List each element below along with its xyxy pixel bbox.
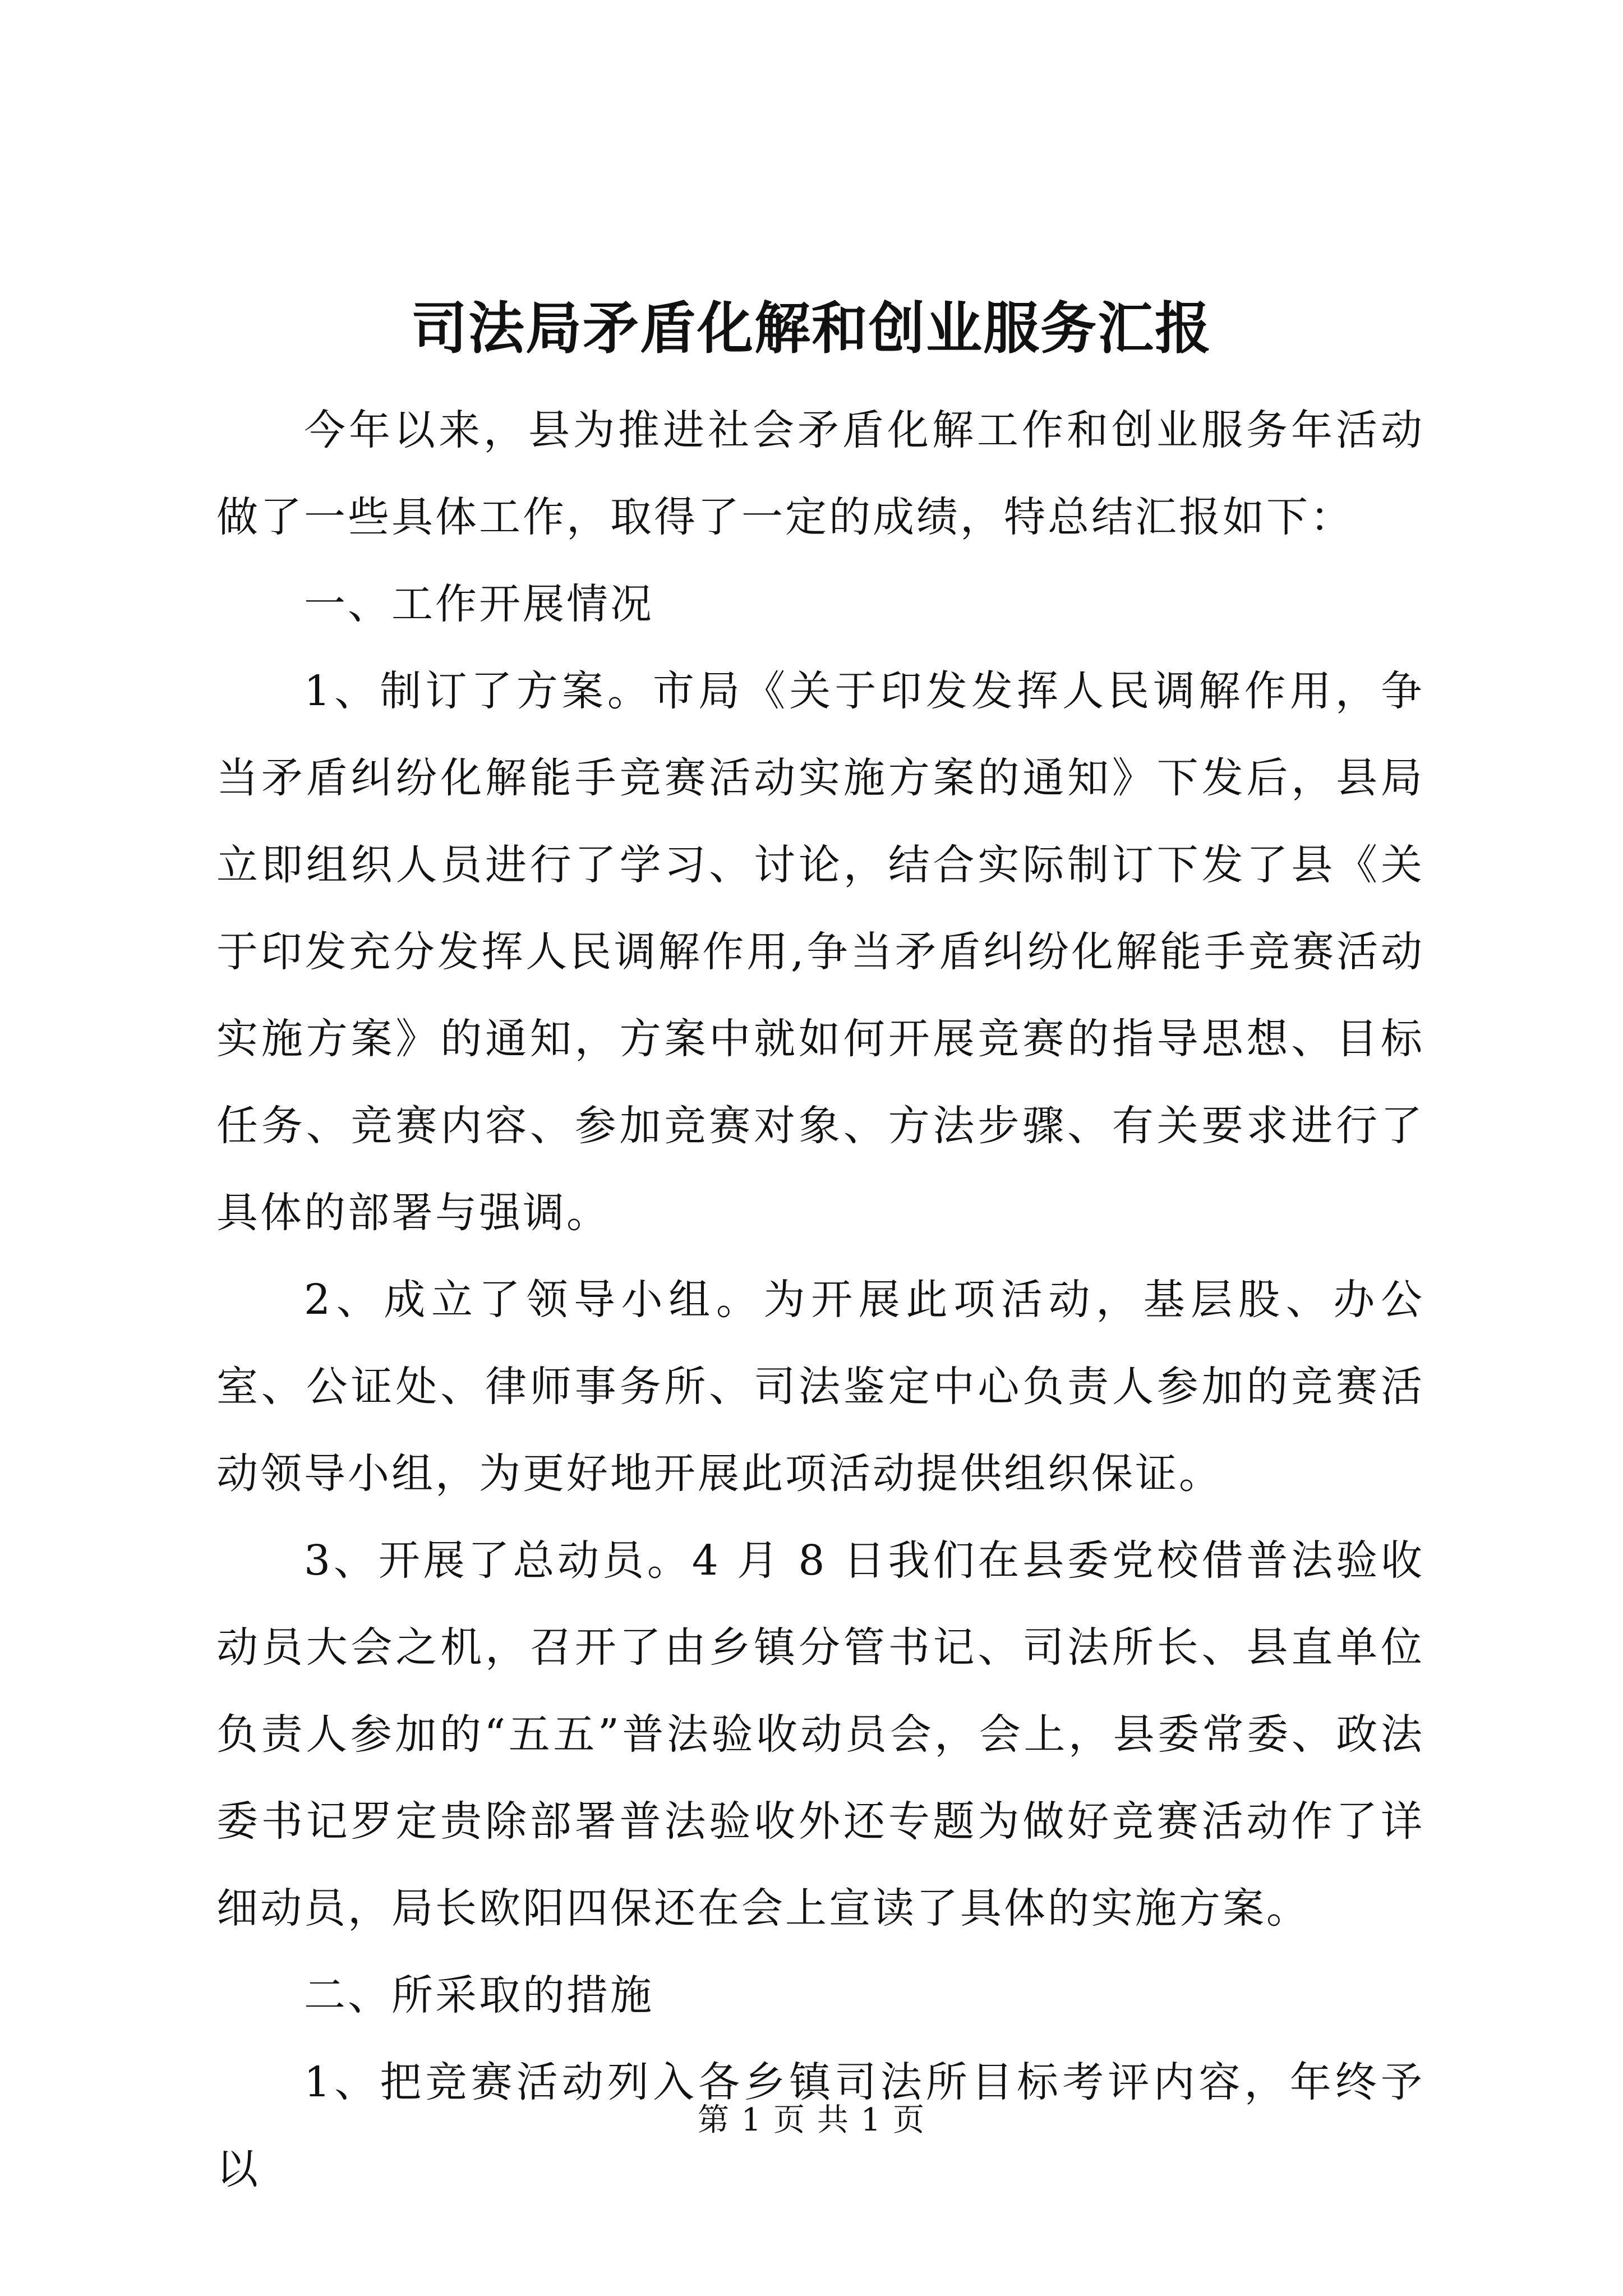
- document-title: 司法局矛盾化解和创业服务汇报: [411, 295, 1212, 361]
- page-footer: 第 1 页 共 1 页: [697, 2102, 926, 2138]
- paragraph-leadership-group: 2、成立了领导小组。为开展此项活动，基层股、办公室、公证处、律师事务所、司法鉴定中心负责人参加的竞赛活动领导小组，为更好地开展此项活动提供组织保证。: [216, 1276, 1424, 1498]
- section-heading-measures: 二、所采取的措施: [304, 1971, 654, 2019]
- paragraph-plan: 1、制订了方案。市局《关于印发发挥人民调解作用，争当矛盾纠纷化解能手竞赛活动实施方案的通知》下发后，县局立即组织人员进行了学习、讨论，结合实际制订下发了县《关于印发充分发挥人民调解作用,争当矛盾纠纷化解能手竞赛活动实施方案》的通知，方案中就如何开展竞赛的指导思想、目标任务、竞赛内容、参加竞赛对象、方法步骤、有关要求进行了具体的部署与强调。: [216, 667, 1424, 1237]
- paragraph-mobilization: 3、开展了总动员。4 月 8 日我们在县委党校借普法验收动员大会之机，召开了由乡镇分管书记、司法所长、县直单位负责人参加的“五五”普法验收动员会，会上，县委常委、政法委书记罗定贵除部署普法验收外还专题为做好竞赛活动作了详细动员，局长欧阳四保还在会上宣读了具体的实施方案。: [216, 1536, 1424, 1932]
- document-body: [216, 387, 1424, 2213]
- intro-paragraph: 今年以来，县为推进社会矛盾化解工作和创业服务年活动做了一些具体工作，取得了一定的成绩，特总结汇报如下：: [216, 406, 1424, 541]
- paragraph-measure-1: 1、把竞赛活动列入各乡镇司法所目标考评内容，年终予以: [216, 2058, 1424, 2193]
- section-heading-work-status: 一、工作开展情况: [304, 580, 654, 628]
